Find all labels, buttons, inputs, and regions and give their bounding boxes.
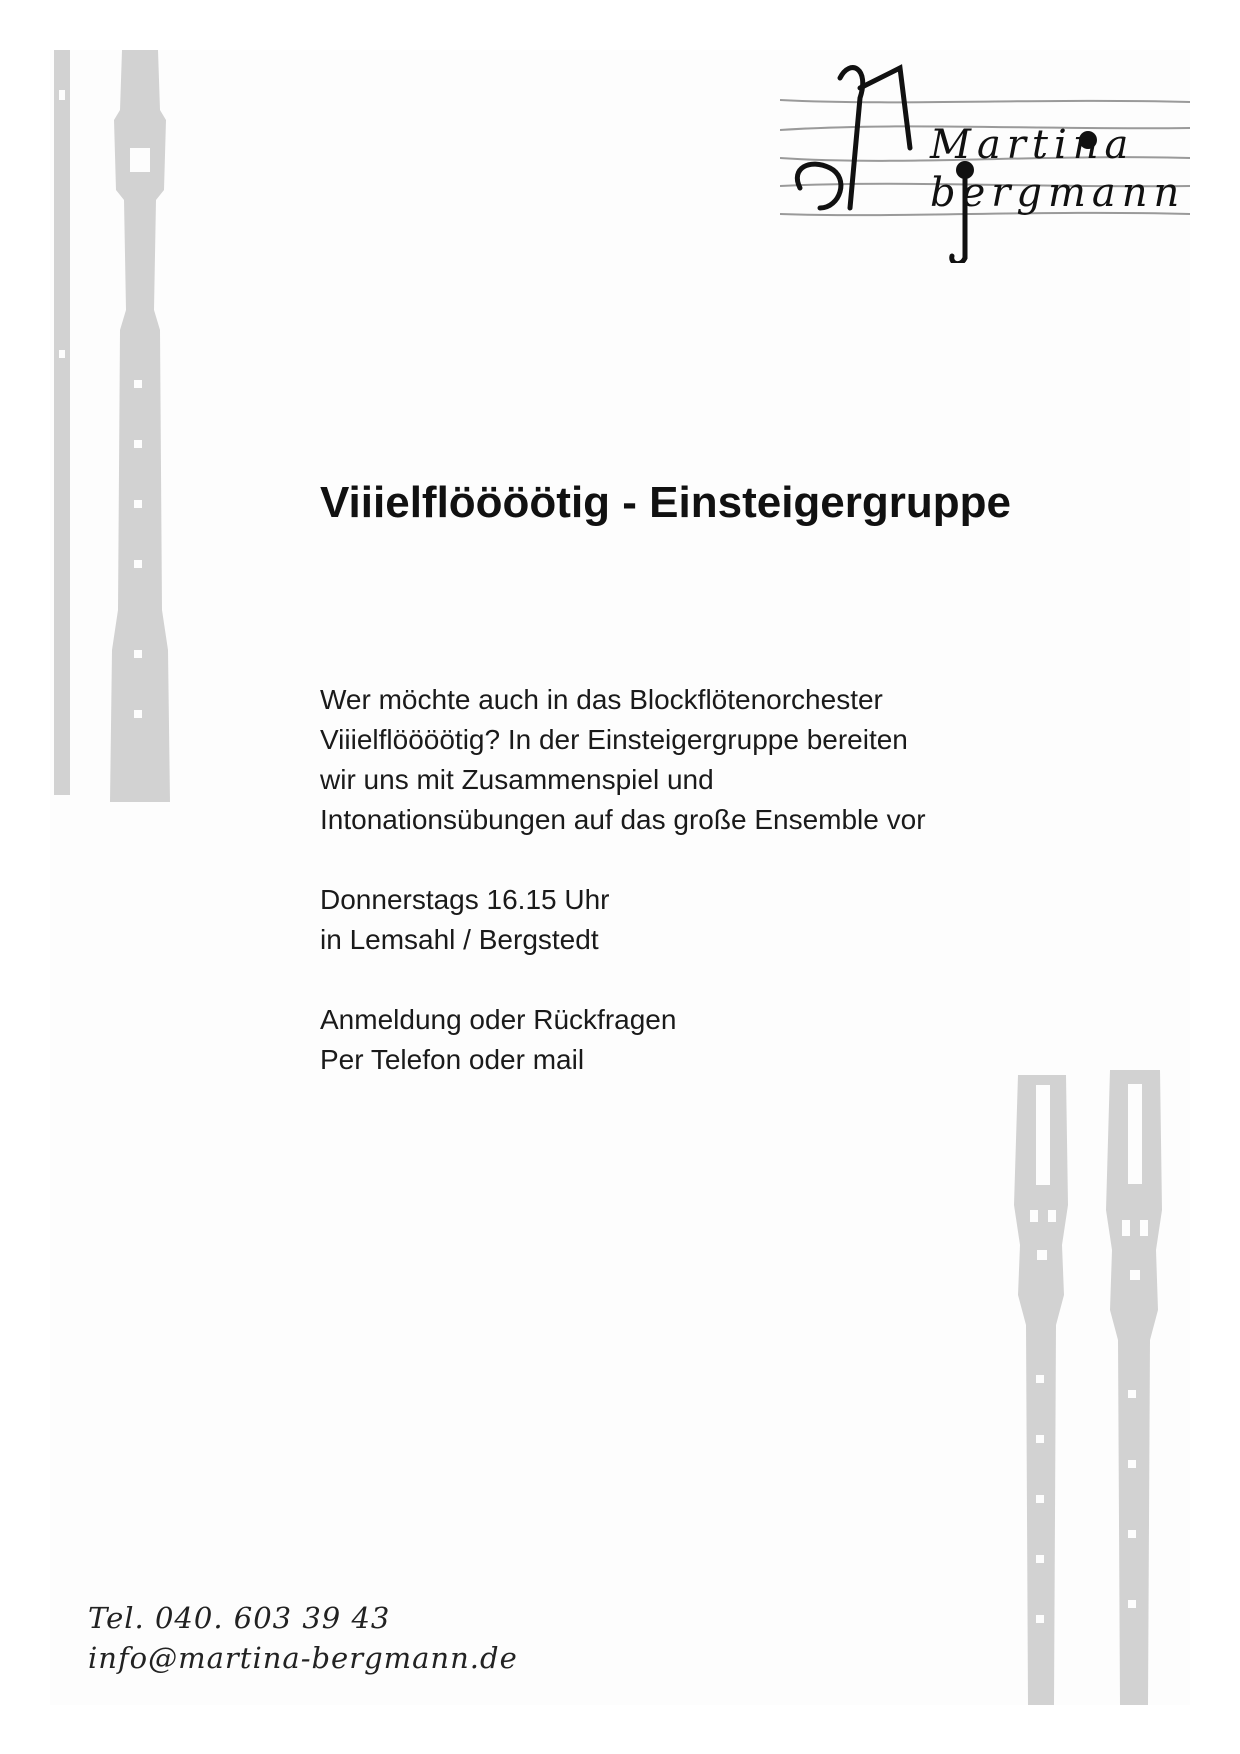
contact-block — [88, 1598, 518, 1678]
registration-paragraph — [320, 1000, 1040, 1080]
page-title: Viiielflöööötig - Einsteigergruppe — [320, 478, 1012, 527]
intro-line: Intonationsübungen auf das große Ensemble vor — [320, 804, 926, 835]
email-address: info@martina-bergmann.de — [88, 1641, 518, 1675]
recorder-left-wide-icon — [104, 50, 176, 802]
logo-first-name: Martina — [930, 122, 1135, 168]
intro-line: wir uns mit Zusammenspiel und — [320, 764, 714, 795]
schedule-paragraph — [320, 880, 1040, 960]
logo — [780, 58, 1190, 263]
schedule-line: in Lemsahl / Bergstedt — [320, 924, 599, 955]
intro-line: Viiielflöööötig? In der Einsteigergruppe bereiten — [320, 724, 908, 755]
intro-line: Wer möchte auch in das Blockflötenorchester — [320, 684, 883, 715]
recorder-right-2-icon — [1100, 1070, 1170, 1705]
recorder-left-thin-icon — [52, 50, 72, 795]
registration-line: Per Telefon oder mail — [320, 1044, 585, 1075]
intro-paragraph — [320, 680, 1040, 840]
recorder-right-1-icon — [1010, 1075, 1074, 1705]
phone-number: Tel. 040. 603 39 43 — [88, 1601, 391, 1635]
schedule-line: Donnerstags 16.15 Uhr — [320, 884, 610, 915]
registration-line: Anmeldung oder Rückfragen — [320, 1004, 677, 1035]
body-text — [320, 680, 1040, 1120]
logo-last-name: bergmann — [930, 170, 1186, 216]
